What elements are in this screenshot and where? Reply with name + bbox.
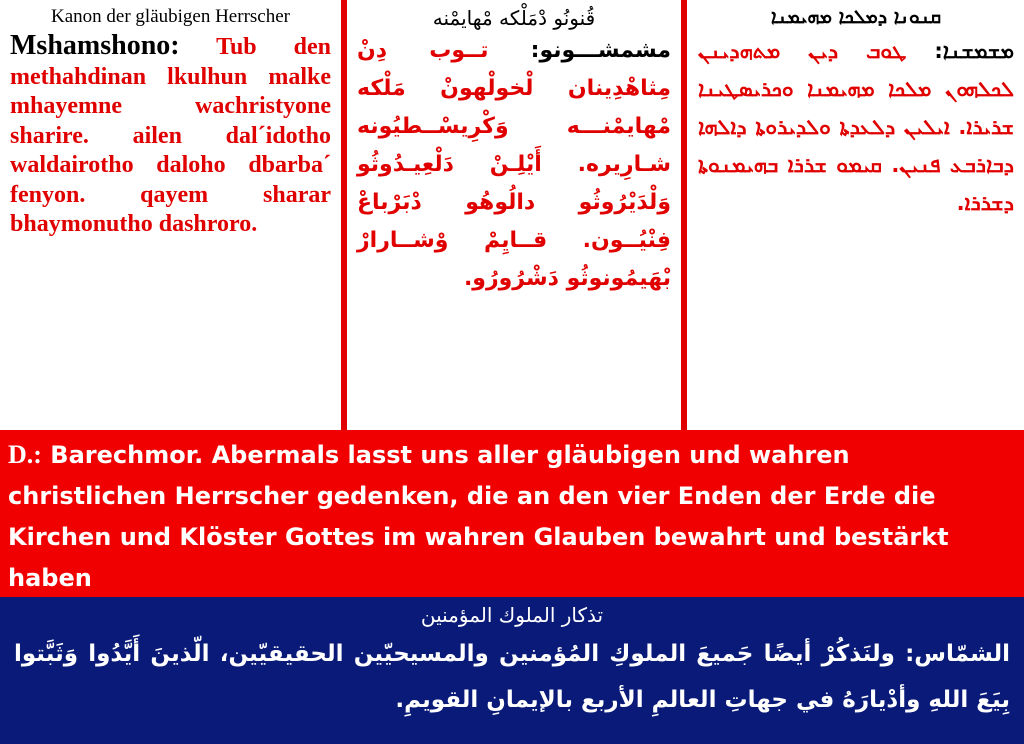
- arabic-banner-title: تذكار الملوك المؤمنين: [420, 603, 604, 627]
- translation-lead: D.:: [8, 440, 42, 469]
- arabic-script-column: [349, 0, 679, 430]
- syriac-column-body: ܛܘܒ ܕܝܢ ܡܬܗܕܝܢܢ ܠܟܠܗܘܢ ܡܠܟܐ ܡܗܝܡܢܐ ܘܟܪܝܣܛܝܢܐ ܫܪܝܪܐ. ܐܝܠܝܢ ܕܠܥܕܬܐ ܘܠܕܝܪܘܬܐ ܕܐܠܗܐ ܕܒܐܪܒܥ ܦܢܝܢ. ܩܝܡܘ ܫܪܪܐ ܒܗܝܡܢܘܬܐ ܕܫܪܪܐ.: [698, 39, 1014, 215]
- column-divider-right: [681, 0, 687, 430]
- arabic-script-column-lead: مشمشـــونو:: [530, 38, 671, 63]
- syriac-column-lead: ܡܫܡܫܢܐ:: [934, 39, 1014, 63]
- translation-text: [8, 434, 1014, 599]
- german-column-title: Kanon der gläubigen Herrscher: [51, 6, 290, 27]
- german-column-text: [10, 31, 331, 240]
- arabic-translation-banner: [0, 597, 1024, 744]
- syriac-column-text: [698, 32, 1014, 222]
- arabic-banner-text: الشمّاس: ولنَذكُرْ أيضًا جَميعَ الملوكِ المُؤمنين والمسيحيّين الحقيقيّين، الّذينَ أَيَّدُوا وَثَبَّتوا بِيَعَ اللهِ وأدْيارَهُ في جهاتِ العالمِ الأربع بالإيمانِ القويمِ.: [14, 641, 1010, 713]
- german-column-lead: Mshamshono:: [10, 30, 180, 61]
- german-column-body: Tub den methahdinan lkulhun malke mhayemne wachristyone sharire. ailen dal´idotho waldairotho daloho dbarba´ fenyon. qayem sharar bhaymonutho dashroro.: [10, 34, 331, 237]
- german-transliteration-column: [0, 0, 341, 430]
- column-divider-left: [341, 0, 347, 430]
- arabic-script-column-text: [357, 32, 671, 298]
- arabic-script-column-body: تــوب دِنْ مِثاهْدِينان لْخولْهونْ مَلْكه مْهايمْنـــه وَكْرِيسْــطيُونه شـارِيره. أَيْلِـنْ دَلْعِيـدُوثُو وَلْدَيْرُوثُو دالُوهُو دْبَرْباعْ فِنْيُــون. قــايِمْ وْشــارارْ بْهَيمُونوثُو دَشْرُورُو.: [357, 38, 671, 291]
- german-translation-banner: [0, 430, 1024, 597]
- syriac-column-title: ܩܢܘܢܐ ܕܡܠܟܐ ܡܗܝܡܢܐ: [770, 6, 942, 28]
- translation-body: Barechmor. Abermals lasst uns aller gläubigen und wahren christlichen Herrscher gedenken, die an den vier Enden der Erde die Kirchen und Klöster Gottes im wahren Glauben bewahrt und bestärkt haben: [8, 441, 949, 592]
- syriac-column: [688, 0, 1024, 430]
- arabic-script-column-title: قُنونُو دْمَلْكه مْهايمْنه: [432, 6, 596, 30]
